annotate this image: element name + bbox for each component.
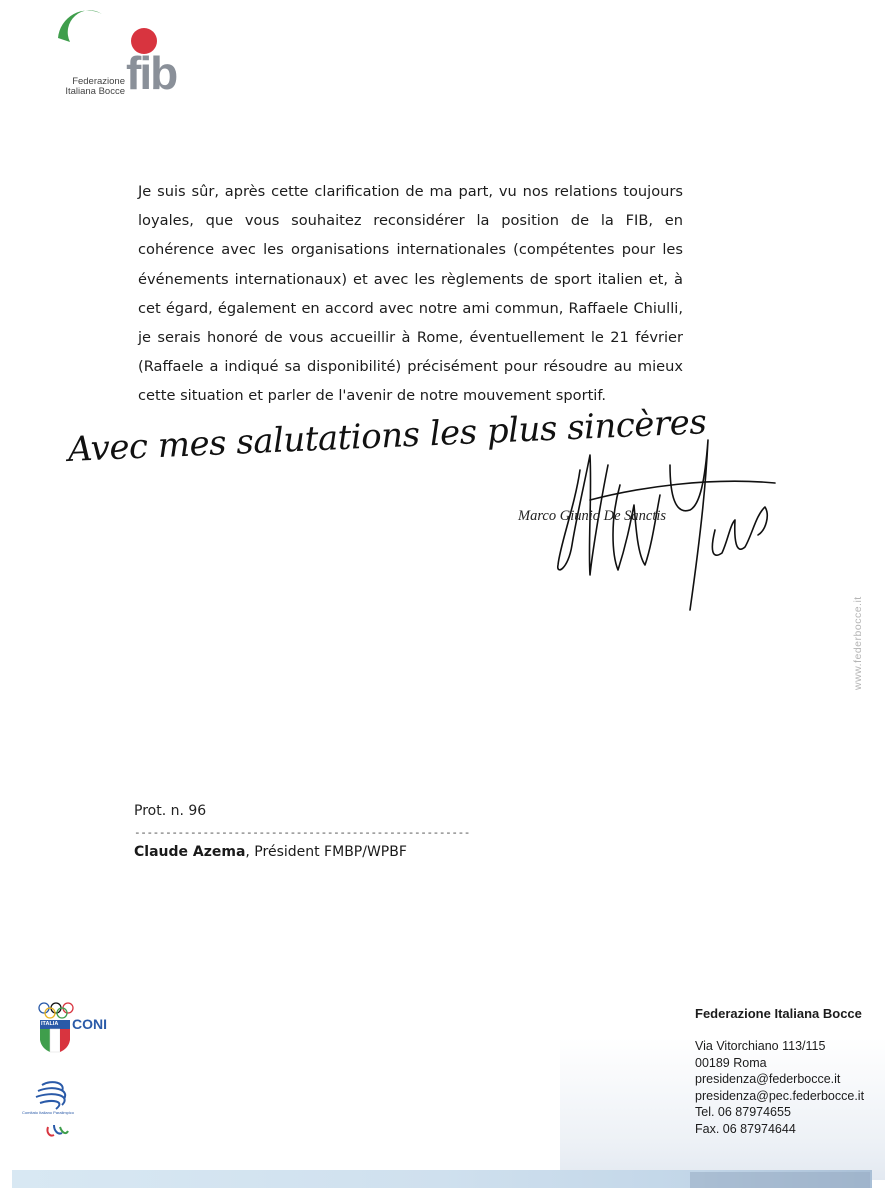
footer-band-accent: [690, 1172, 870, 1188]
logo-line1: Federazione: [72, 76, 125, 87]
letter-paragraph: Je suis sûr, après cette clarification de ma part, vu nos relations toujours loyales, que vous souhaitez reconsidérer la position de la FIB, en cohérence avec les organisations internationales (compétentes pour les événements internationaux) et avec les règlements de sport italien et, à cet égard, également en accord avec notre ami commun, Raffaele Chiulli, je serais honoré de vous accueillir à Rome, éventuellement le 21 février (Raffaele a indiqué sa disponibilité) précisément pour résoudre au mieux cette situation et parler de l'avenir de notre mouvement sportif.: [138, 183, 683, 405]
signer-name: Marco Giunio De Sanctis: [518, 508, 667, 524]
coni-label: CONI: [72, 1016, 107, 1032]
protocol-number: Prot. n. 96: [134, 803, 207, 819]
recipient-name: Claude Azema: [134, 844, 246, 860]
green-bowl-icon: [58, 10, 102, 42]
contact-details: [695, 1038, 864, 1137]
logo-line2: Italiana Bocce: [65, 86, 125, 97]
olympic-rings-icon: [39, 1003, 73, 1018]
contact-fax: Fax. 06 87974644: [695, 1121, 796, 1136]
contact-pec-email[interactable]: presidenza@pec.federbocce.it: [695, 1088, 865, 1103]
contact-email[interactable]: presidenza@federbocce.it: [695, 1072, 841, 1086]
side-url[interactable]: www.federbocce.it: [852, 596, 864, 690]
paralympic-agitos-icon: [47, 1125, 68, 1136]
contact-address: Via Vitorchiano 113/115: [695, 1039, 826, 1053]
separator-line: ------------------------------------------------------: [134, 826, 471, 839]
recipient-role: , Président FMBP/WPBF: [245, 844, 407, 860]
contact-city: 00189 Roma: [695, 1055, 767, 1070]
logo-abbr: fib: [126, 47, 177, 99]
contact-title: Federazione Italiana Bocce: [695, 1006, 862, 1021]
contact-phone: Tel. 06 87974655: [695, 1105, 791, 1119]
cip-label: Comitato Italiano Paralimpico: [22, 1110, 75, 1115]
coni-flag-text: ITALIA: [41, 1021, 59, 1027]
side-url-container: [852, 580, 866, 690]
handwritten-closing: Avec mes salutations les plus sincères: [67, 402, 708, 470]
recipient: [134, 844, 407, 860]
logo-text: [63, 77, 125, 97]
